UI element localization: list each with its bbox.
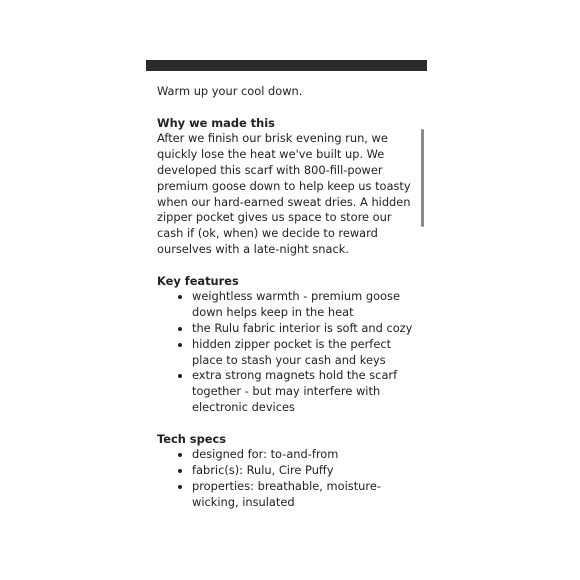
list-item: • weightless warmth - premium goose down helps keep in the heat [192,289,419,321]
list-item: • designed for: to-and-from [192,447,419,463]
features-list [157,289,419,415]
intro-text: Warm up your cool down. [157,84,303,98]
product-description [157,84,419,526]
specs-section [157,432,419,511]
header-bar [146,60,427,71]
list-item: • extra strong magnets hold the scarf together - but may interfere with electronic devices [192,368,419,415]
specs-list [157,447,419,510]
list-item: • hidden zipper pocket is the perfect place to stash your cash and keys [192,337,419,369]
why-body: After we finish our brisk evening run, we quickly lose the heat we've built up. We developed this scarf with 800-fill-power premium goose down to help keep us toasty when our hard-earned sweat dries. A hidden zipper pocket gives us space to store our cash if (ok, when) we decide to reward ourselves with a late-night snack. [157,131,411,256]
list-item: • the Rulu fabric interior is soft and cozy [192,321,419,337]
scrollbar[interactable] [421,129,424,227]
specs-heading: Tech specs [157,431,226,446]
why-heading: Why we made this [157,115,275,130]
why-section [157,116,419,258]
features-heading: Key features [157,273,239,288]
features-section [157,274,419,416]
list-item: • fabric(s): Rulu, Cire Puffy [192,463,419,479]
list-item: • properties: breathable, moisture-wicking, insulated [192,479,419,511]
